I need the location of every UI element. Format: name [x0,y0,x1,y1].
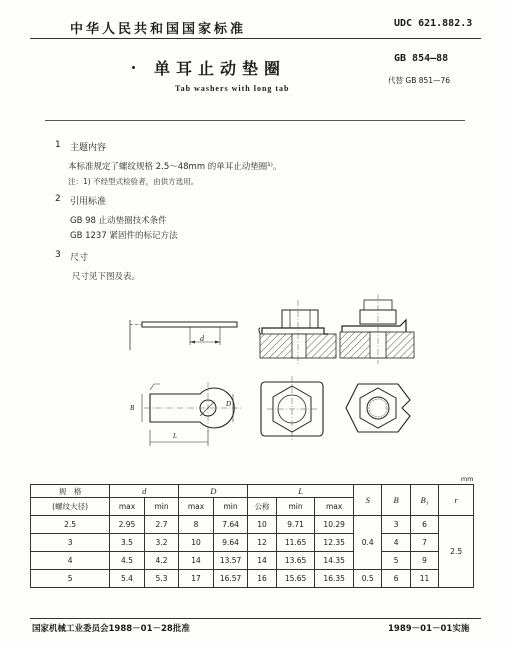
cell-d-min: 5.3 [144,570,179,588]
cell-L-max: 16.35 [315,570,354,588]
section-3-number: 3 [55,250,61,260]
cell-D-min: 9.64 [213,534,248,552]
cell-L-nom: 12 [248,534,276,552]
header-S: S [353,485,381,516]
cell-D-max: 17 [179,570,214,588]
section-2-number: 2 [55,194,61,204]
cell-L-max: 14.35 [315,552,354,570]
cell-B: 5 [382,552,410,570]
cell-D-min: 16.57 [213,570,248,588]
header-L-min: min [276,498,315,516]
header-rule [30,38,481,39]
reference-gb1237: GB 1237 紧固件的标记方法 [70,231,178,241]
side-view-label-d: d [200,334,204,343]
cell-D-min: 7.64 [213,516,248,534]
effective-date: 1989－01－01实施 [388,624,470,634]
header-D-max: max [179,498,214,516]
cell-B: 6 [382,570,410,588]
section-1-title: 主题内容 [70,143,107,153]
table-unit-note: mm [460,475,474,483]
table-row [31,552,474,570]
assembly-view-right [338,292,418,366]
cell-spec: 4 [31,552,110,570]
cell-d-min: 4.2 [144,552,179,570]
standard-org-title: 中华人民共和国国家标准 [70,22,247,37]
cell-L-min: 13.65 [276,552,315,570]
assembly-top-view-right [336,372,418,444]
english-title: Tab washers with long tab [175,84,290,93]
cell-L-min: 11.65 [276,534,315,552]
cell-L-min: 15.65 [276,570,315,588]
cell-S-group2: 0.5 [353,570,381,588]
replaces-note: 代替 GB 851—76 [388,76,451,85]
section-1-note: 注：1) 不经型式检验者，由供方选用。 [68,177,199,186]
cell-spec: 5 [31,570,110,588]
title-bullet [132,66,135,69]
cell-d-max: 5.4 [110,570,145,588]
table-row [31,570,474,588]
header-L-nom: 公称 [248,498,276,516]
washer-plan-view [128,372,246,452]
assembly-top-view-left [255,372,331,444]
cell-spec: 2.5 [31,516,110,534]
header-D-min: min [213,498,248,516]
cell-r: 2.5 [439,516,474,588]
cell-d-max: 2.95 [110,516,145,534]
cell-B1: 7 [410,534,438,552]
header-d-max: max [110,498,145,516]
table-row [31,516,474,534]
footer-rule [30,618,481,619]
reference-gb98: GB 98 止动垫圈技术条件 [70,216,167,226]
cell-L-min: 9.71 [276,516,315,534]
approval-issuer: 国家机械工业委员会1988－01－28批准 [32,624,190,634]
cell-D-max: 10 [179,534,214,552]
header-d-min: min [144,498,179,516]
cell-L-nom: 16 [248,570,276,588]
cell-d-min: 2.7 [144,516,179,534]
cell-B: 4 [382,534,410,552]
header-L-max: max [315,498,354,516]
section-1-number: 1 [55,140,61,150]
section-rule [45,120,465,121]
cell-B: 3 [382,516,410,534]
section-1-text: 本标准规定了螺纹规格 2.5～48mm 的单耳止动垫圈¹⁾。 [68,162,282,172]
section-2-title: 引用标准 [70,197,107,207]
cell-B1: 6 [410,516,438,534]
header-d: d [110,485,179,498]
cell-S-group1: 0.4 [353,516,381,570]
header-spec: 规 格 [31,485,110,498]
udc-number: UDC 621.882.3 [394,18,473,29]
cell-D-max: 8 [179,516,214,534]
plan-view-label-D: D [226,400,232,408]
assembly-view-left [258,298,338,366]
cell-spec: 3 [31,534,110,552]
header-B1: B₁ [410,485,438,516]
table-row [31,534,474,552]
header-spec-sub: (螺纹大径) [31,498,110,516]
plan-view-label-B: B [130,404,135,412]
cell-B1: 11 [410,570,438,588]
cell-d-max: 4.5 [110,552,145,570]
document-title: 单耳止动垫圈 [154,59,287,78]
header-r: r [439,485,474,516]
cell-d-min: 3.2 [144,534,179,552]
header-D: D [179,485,248,498]
cell-L-nom: 14 [248,552,276,570]
cell-L-max: 12.35 [315,534,354,552]
washer-side-view [120,305,240,365]
section-3-title: 尺寸 [70,253,89,263]
section-3-text: 尺寸见下图及表。 [72,272,141,282]
cell-D-min: 13.57 [213,552,248,570]
cell-L-max: 10.29 [315,516,354,534]
header-B: B [382,485,410,516]
cell-d-max: 3.5 [110,534,145,552]
dimension-table [30,474,474,588]
cell-L-nom: 10 [248,516,276,534]
cell-B1: 9 [410,552,438,570]
plan-view-label-L: L [173,432,177,440]
gb-number: GB 854—88 [394,53,449,64]
cell-D-max: 14 [179,552,214,570]
header-L: L [248,485,354,498]
